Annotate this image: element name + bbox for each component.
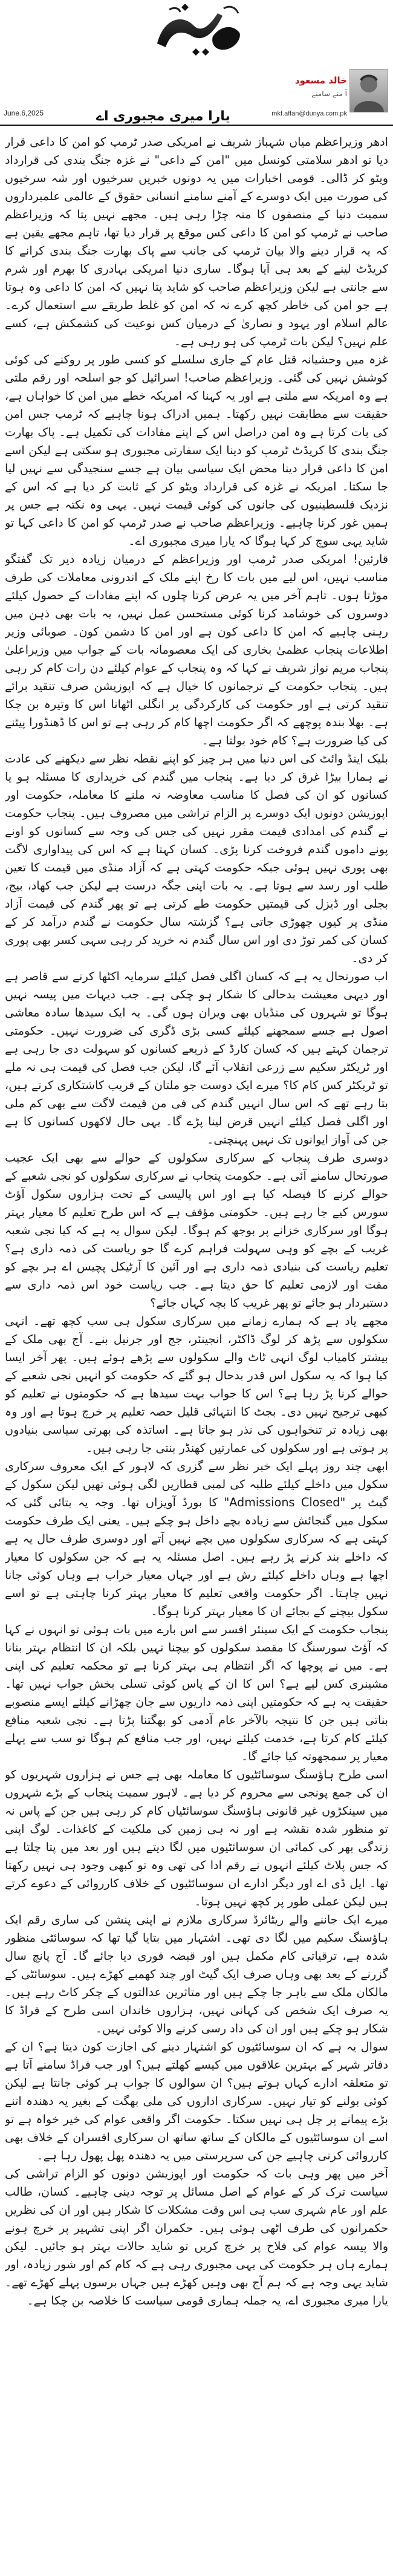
header-divider <box>0 125 393 126</box>
article-paragraph: بلیک اینڈ وائٹ کی اس دنیا میں ہر چیز کو اپنے نقطہ نظر سے دیکھنے کی عادت نے ہمارا بیڑا غرق کر دیا ہے۔ پنجاب میں گندم کی خریداری کا مسئلہ ہو یا کسانوں کو ان کی فصل کا مناسب معاوضہ نہ ملنے کا معاملہ، حکومت اور اپوزیشن دونوں ایک دوسرے پر الزام تراشی میں مصروف ہیں۔ پنجاب حکومت نے گندم کی امدادی قیمت مقرر نہیں کی جس کی وجہ سے کسانوں کو اونے پونے داموں گندم فروخت کرنا پڑی۔ کسان کہتا ہے کہ اس کی پیداواری لاگت بھی پوری نہیں ہوئی جبکہ حکومت کہتی ہے کہ آزاد منڈی میں قیمت کا تعین طلب اور رسد سے ہوتا ہے۔ یہ بات اپنی جگہ درست ہے لیکن جب کھاد، بیج، بجلی اور ڈیزل کی قیمتیں حکومت طے کرتی ہے تو پھر گندم کی قیمت آزاد منڈی پر کیوں چھوڑی جاتی ہے؟ گزشتہ سال حکومت نے گندم درآمد کر کے کسان کی کمر توڑ دی اور اس سال گندم نہ خرید کر رہی سہی کسر بھی پوری کر دی۔ <box>5 752 388 965</box>
article-paragraph: پنجاب حکومت کے ایک سینئر افسر سے اس بارے میں بات ہوئی تو انہوں نے کہا کہ آؤٹ سورسنگ کا مقصد سکولوں کو بیچنا نہیں بلکہ ان کا انتظام بہتر بنانا ہے۔ میں نے پوچھا کہ اگر انتظام ہی بہتر کرنا ہے تو محکمہ تعلیم کی اپنی مشینری کس لیے ہے؟ اس کا ان کے پاس کوئی تسلی بخش جواب نہیں تھا۔ حقیقت یہ ہے کہ حکومتیں اپنی ذمہ داریوں سے جان چھڑانے کیلئے ایسے منصوبے بناتی ہیں جن کا نتیجہ بالآخر عام آدمی کو بھگتنا پڑتا ہے۔ نجی شعبہ منافع کیلئے کام کرتا ہے، خدمت کیلئے نہیں، اور جب منافع کم ہوگا تو سب سے پہلے معیار پر سمجھوتہ کیا جائے گا۔ <box>5 1622 388 1763</box>
author-email[interactable]: mkf.affan@dunya.com.pk <box>271 110 347 117</box>
article-paragraph: قارئین! امریکی صدر ٹرمپ اور وزیراعظم کے درمیان زیادہ دیر تک گفتگو مناسب نہیں، اس لیے میں بات کا رخ اپنے ملک کے اندرونی معاملات کی طرف موڑتا ہوں۔ تاہم آخر میں یہ عرض کرتا چلوں کہ اپنے مفادات کے حصول کیلئے دوسروں کی خوشامد کرنا کوئی مستحسن عمل نہیں، یہ بات بھی ذہن میں رہنی چاہیے کہ امن کا داعی کون ہے اور امن کا دشمن کون۔ صوبائی وزیر اطلاعات پنجاب عظمیٰ بخاری کی ایک معصومانہ بات کے جواب میں وزیراعلیٰ پنجاب مریم نواز شریف نے کہا کہ وہ پنجاب کے عوام کیلئے دن رات کام کر رہی ہیں۔ پنجاب حکومت کے ترجمانوں کا خیال ہے کہ اپوزیشن صرف تنقید برائے تنقید کرتی ہے اور حکومت کی کارکردگی پر انگلی اٹھانا اس کا وتیرہ بن چکا ہے۔ بھلا بندہ پوچھے کہ اگر حکومت اچھا کام کر رہی ہے تو اس کا ڈھنڈورا پیٹنے کی کیا ضرورت ہے؟ کام خود بولتا ہے۔ <box>5 552 388 747</box>
masthead <box>0 0 393 65</box>
dunya-logo <box>145 1 249 62</box>
article-paragraph: اب صورتحال یہ ہے کہ کسان اگلی فصل کیلئے سرمایہ اکٹھا کرنے سے قاصر ہے اور دیہی معیشت بدحالی کا شکار ہو چکی ہے۔ جب دیہات میں پیسہ نہیں ہوگا تو شہروں کی منڈیاں بھی ویران ہوں گی۔ یہ ایک سیدھا سادہ معاشی اصول ہے جسے سمجھنے کیلئے کسی بڑی ڈگری کی ضرورت نہیں۔ حکومتی ترجمان کہتے ہیں کہ کسان کارڈ کے ذریعے کسانوں کو سہولت دی جا رہی ہے اور ٹریکٹر سکیم سے زرعی انقلاب آئے گا، لیکن جب فصل کی قیمت ہی نہ ملے تو ٹریکٹر کس کام کا؟ میرے ایک دوست جو ملتان کے قریب کاشتکاری کرتے ہیں، بتا رہے تھے کہ اس سال انہیں گندم کی فی من قیمت لاگت سے بھی کم ملی اور اگلی فصل کیلئے انہیں قرض لینا پڑے گا۔ یہی حال لاکھوں کسانوں کا ہے جن کی آواز ایوانوں تک نہیں پہنچتی۔ <box>5 969 388 1147</box>
article-paragraph: ابھی چند روز پہلے ایک خبر نظر سے گزری کہ لاہور کے ایک معروف سرکاری سکول میں داخلے کیلئے طلبہ کی لمبی قطاریں لگی ہوئی تھیں لیکن سکول کے گیٹ پر "Admissions Closed" کا بورڈ آویزاں تھا۔ وجہ یہ بتائی گئی کہ سکول میں گنجائش سے زیادہ بچے داخل ہو چکے ہیں۔ یعنی ایک طرف حکومت کہتی ہے کہ سرکاری سکولوں میں بچے نہیں آتے اور دوسری طرف حال یہ ہے کہ داخلے بند کرنے پڑ رہے ہیں۔ اصل مسئلہ یہ ہے کہ جن سکولوں کا معیار اچھا ہے وہاں داخلے کیلئے رش ہے اور جہاں معیار خراب ہے وہاں کوئی جانا نہیں چاہتا۔ اگر حکومت واقعی تعلیم کا معیار بہتر کرنا چاہتی ہے تو اسے سکول بیچنے کے بجائے ان کا معیار بہتر کرنا ہوگا۔ <box>5 1459 388 1618</box>
article-paragraph: ادھر وزیراعظم میاں شہباز شریف نے امریکی صدر ٹرمپ کو امن کا داعی قرار دیا تو ادھر سلامتی کونسل میں "امن کے داعی" نے غزہ جنگ بندی کی قرارداد ویٹو کر ڈالی۔ قومی اخبارات میں یہ دونوں خبریں سرخیوں اور شہ سرخیوں کی صورت میں ایک دوسرے کے آمنے سامنے انسانی حقوق کے عالمی علمبرداروں سمیت دنیا کے منصفوں کا منہ چڑا رہی ہیں۔ مجھے نہیں پتا کہ وزیراعظم صاحب نے ٹرمپ کو امن کا داعی کس موقع پر قرار دیا تھا، تاہم مجھے یقین ہے کہ یہ قرار دینے والا بیان ٹرمپ کی جانب سے پاک بھارت جنگ بندی کرانے کا کریڈٹ لینے کے بعد ہی آیا ہوگا۔ ساری دنیا امریکی بہادری کا بھرم اور شرم سے جانتی ہے لیکن وزیراعظم صاحب کو شاید پتا نہیں کہ امن کا داعی وہ ہوتا ہے جو امن کی خاطر کچھ کرے نہ کہ امن کو غلط طریقے سے استعمال کرے۔ عالم اسلام اور یہود و نصاریٰ کے درمیان کس نوعیت کی کشمکش ہے، کسے علم نہیں؟ لیکن بات ٹرمپ کی ہو رہی ہے۔ <box>5 135 388 348</box>
column-title-band <box>73 67 254 125</box>
author-column-name: آ منے سامنے <box>311 89 347 98</box>
article-paragraph: سوال یہ ہے کہ ان سوسائٹیوں کو اشتہار دینے کی اجازت کون دیتا ہے؟ ان کے دفاتر شہر کے بہترین علاقوں میں کیسے کھلتے ہیں؟ اور جب فراڈ سامنے آتا ہے تو متعلقہ ادارے کہاں ہوتے ہیں؟ ان سوالوں کا جواب ہر کوئی جانتا ہے لیکن کوئی بولنے کو تیار نہیں۔ سرکاری اداروں کی ملی بھگت کے بغیر یہ دھندہ اتنے بڑے پیمانے پر چل ہی نہیں سکتا۔ حکومت اگر واقعی عوام کی خیر خواہ ہے تو اسے ان سوسائٹیوں کے مالکان کے ساتھ ساتھ ان سرکاری افسران کے خلاف بھی کارروائی کرنی چاہیے جن کی سرپرستی میں یہ دھندہ پھل پھول رہا ہے۔ <box>5 2040 388 2162</box>
column-header <box>0 67 393 125</box>
article-paragraph: آخر میں پھر وہی بات کہ حکومت اور اپوزیشن دونوں کو الزام تراشی کی سیاست ترک کر کے عوام کے اصل مسائل پر توجہ دینی چاہیے۔ کسان، طالب علم اور عام شہری سب ہی اس وقت مشکلات کا شکار ہیں اور ان کی نظریں حکمرانوں کی طرف اٹھی ہوئی ہیں۔ حکمران اگر اپنی تشہیر پر خرچ ہونے والا پیسہ عوام کی فلاح پر خرچ کریں تو شاید حالات بہتر ہو جائیں۔ لیکن ہمارے ہاں ہر حکومت کی یہی مجبوری رہی ہے کہ کام کم اور شور زیادہ، اور شاید یہی وجہ ہے کہ ہم آج بھی وہیں کھڑے ہیں جہاں برسوں پہلے کھڑے تھے۔ یارا میری مجبوری اے، یہ جملہ ہماری قومی سیاست کا خلاصہ بن چکا ہے۔ <box>5 2167 388 2308</box>
article-paragraph: دوسری طرف پنجاب کے سرکاری سکولوں کے حوالے سے بھی ایک عجیب صورتحال سامنے آئی ہے۔ حکومت پنجاب نے سرکاری سکولوں کو نجی شعبے کے حوالے کرنے کا فیصلہ کیا ہے اور اس پالیسی کے تحت ہزاروں سکول آؤٹ سورس کیے جا رہے ہیں۔ حکومتی مؤقف ہے کہ اس طرح تعلیم کا معیار بہتر ہوگا اور سرکاری خزانے پر بوجھ کم ہوگا۔ لیکن سوال یہ ہے کہ کیا نجی شعبہ غریب کے بچے کو وہی سہولت فراہم کرے گا جو ریاست کی ذمہ داری ہے؟ تعلیم ریاست کی بنیادی ذمہ داری ہے اور آئین کا آرٹیکل پچیس اے ہر بچے کو مفت اور لازمی تعلیم کا حق دیتا ہے۔ جب ریاست خود اس ذمہ داری سے دستبردار ہو جائے تو پھر غریب کا بچہ کہاں جائے؟ <box>5 1151 388 1310</box>
author-name: خالد مسعود <box>294 75 347 86</box>
author-photo <box>349 69 388 112</box>
publish-date: June.6,2025 <box>4 109 44 117</box>
article-paragraph: غزہ میں وحشیانہ قتل عام کے جاری سلسلے کو کسی طور پر روکنے کی کوئی کوشش نہیں کی گئی۔ وزیراعظم صاحب! اسرائیل کو جو اسلحہ اور رقم ملتی ہے وہ امریکہ سے ملتی ہے اور یہ کہنا کہ امریکہ خطے میں امن کا خواہاں ہے، حقیقت سے مطابقت نہیں رکھتا۔ ہمیں ادراک ہونا چاہیے کہ ٹرمپ جس امن کی بات کرتا ہے وہ امن دراصل اس کے اپنے مفادات کی تکمیل ہے۔ پاک بھارت جنگ بندی کا کریڈٹ ٹرمپ کو دینا ایک سفارتی مجبوری ہو سکتی ہے لیکن اسے امن کا داعی قرار دینا محض ایک سیاسی بیان ہے جسے سنجیدگی سے نہیں لیا جا سکتا۔ امریکہ نے غزہ کی قرارداد ویٹو کر کے ثابت کر دیا ہے کہ اس کے نزدیک فلسطینیوں کی جانوں کی کوئی قیمت نہیں۔ یہی وہ نکتہ ہے جس پر ہمیں غور کرنا چاہیے۔ وزیراعظم صاحب نے صدر ٹرمپ کو امن کا داعی کہا تو شاید یہی سوچ کر کہا ہوگا کہ یارا میری مجبوری اے۔ <box>5 353 388 548</box>
article-paragraph: میرے ایک جاننے والے ریٹائرڈ سرکاری ملازم نے اپنی پنشن کی ساری رقم ایک ہاؤسنگ سکیم میں لگا دی تھی۔ اشتہار میں بتایا گیا تھا کہ سوسائٹی منظور شدہ ہے، ترقیاتی کام مکمل ہیں اور قبضہ فوری دیا جائے گا۔ آج پانچ سال گزرنے کے بعد بھی وہاں صرف ایک گیٹ اور چند کھمبے کھڑے ہیں۔ سوسائٹی کے مالکان ملک سے باہر جا چکے ہیں اور متاثرین عدالتوں کے چکر کاٹ رہے ہیں۔ یہ صرف ایک شخص کی کہانی نہیں، ہزاروں خاندان اسی طرح کے فراڈ کا شکار ہو چکے ہیں اور ان کی داد رسی کرنے والا کوئی نہیں۔ <box>5 1913 388 2035</box>
dunya-logo-graphic <box>145 1 249 62</box>
column-title: یارا میری مجبوری اے <box>96 109 230 124</box>
article-body <box>5 133 388 2564</box>
author-portrait-icon <box>350 70 388 112</box>
article-paragraph: مجھے یاد ہے کہ ہمارے زمانے میں سرکاری سکول ہی سب کچھ تھے۔ انہی سکولوں سے پڑھ کر لوگ ڈاکٹر، انجینئر، جج اور جرنیل بنے۔ آج بھی ملک کے بیشتر کامیاب لوگ انہی ٹاٹ والے سکولوں سے پڑھے ہوئے ہیں۔ پھر آخر ایسا کیا ہوا کہ یہ سکول اس قدر بدحال ہو گئے کہ حکومت کو انہیں نجی شعبے کے حوالے کرنا پڑ رہا ہے؟ اس کا جواب بہت سیدھا ہے کہ حکومتوں نے تعلیم کو کبھی ترجیح نہیں دی۔ بجٹ کا انتہائی قلیل حصہ تعلیم پر خرچ ہوتا ہے اور وہ بھی زیادہ تر تنخواہوں کی نذر ہو جاتا ہے۔ اساتذہ کی بھرتی سیاسی بنیادوں پر ہوتی ہے اور سکولوں کی عمارتیں کھنڈر بنتی جا رہی ہیں۔ <box>5 1314 388 1455</box>
article-paragraph: اسی طرح ہاؤسنگ سوسائٹیوں کا معاملہ بھی ہے جس نے ہزاروں شہریوں کو ان کی جمع پونجی سے محروم کر دیا ہے۔ لاہور سمیت پنجاب کے بڑے شہروں میں سینکڑوں غیر قانونی ہاؤسنگ سوسائٹیاں کام کر رہی ہیں جن کے پاس نہ تو منظور شدہ نقشہ ہے اور نہ ہی زمین کی ملکیت کے کاغذات۔ لوگ اپنی زندگی بھر کی کمائی ان سوسائٹیوں میں لگا دیتے ہیں اور بعد میں پتا چلتا ہے کہ جس پلاٹ کیلئے انہوں نے رقم ادا کی تھی وہ تو کبھی وجود ہی نہیں رکھتا تھا۔ ایل ڈی اے اور دیگر ادارے ان سوسائٹیوں کے خلاف کارروائی کے دعوے کرتے ہیں لیکن عملی طور پر کچھ نہیں ہوتا۔ <box>5 1768 388 1908</box>
author-card <box>272 67 393 125</box>
